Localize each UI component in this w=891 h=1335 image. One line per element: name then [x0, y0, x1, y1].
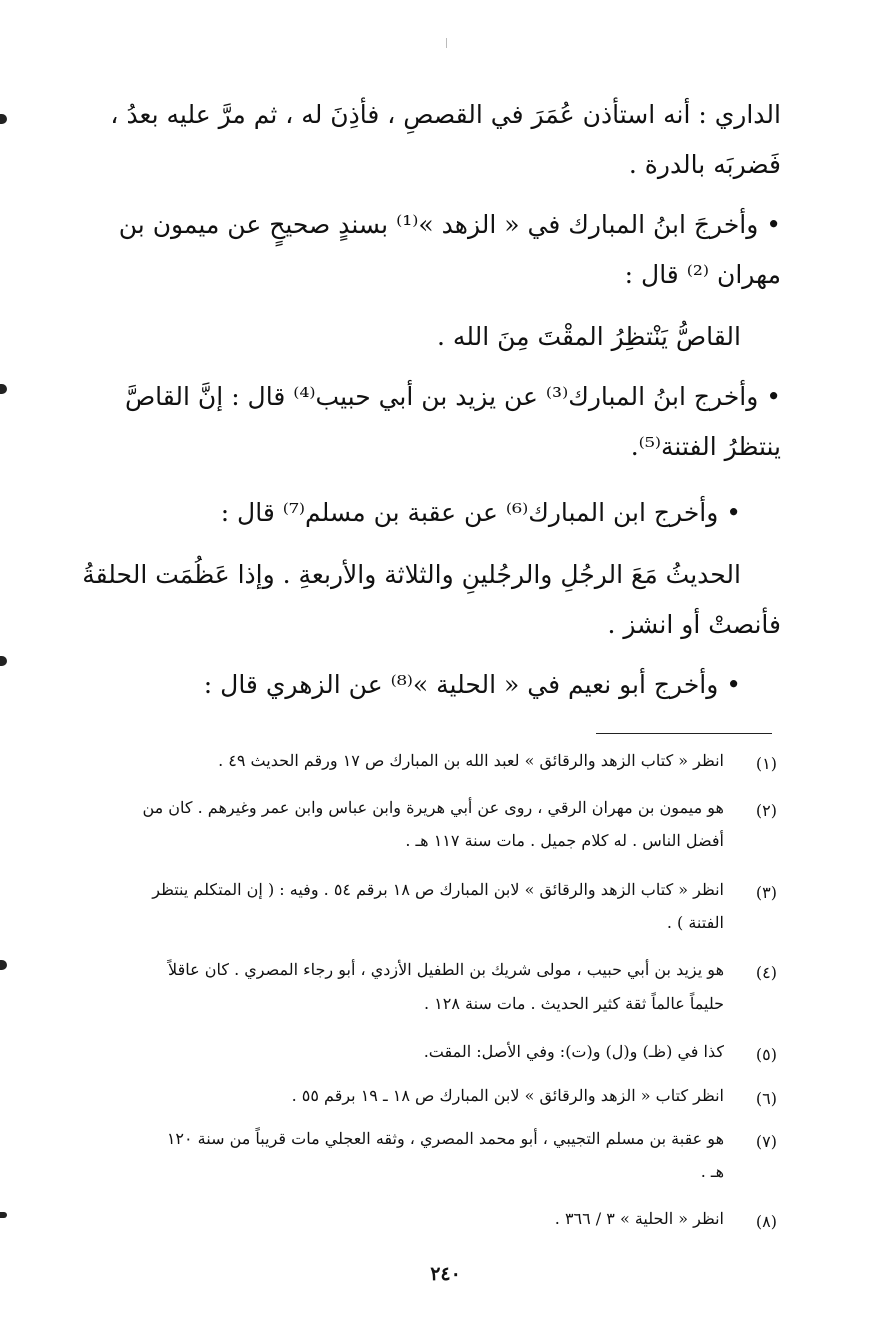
footnote-number: (٥): [755, 1045, 777, 1064]
footnote-line: انظر « كتاب الزهد والرقائق » لعبد الله بن المبارك ص ١٧ ورقم الحديث ٤٩ .: [218, 751, 724, 770]
footnote-number: (١): [755, 754, 777, 773]
body-line: الحديثُ مَعَ الرجُلِ والرجُلينِ والثلاثة والأربعةِ . وإذا عَظُمَت الحلقةُ: [82, 560, 741, 589]
scan-edge-mark: [0, 114, 7, 124]
footnote-line: انظر « الحلية » ٣ / ٣٦٦ .: [554, 1209, 724, 1228]
footnote-number: (٢): [755, 801, 777, 820]
body-line: ينتظرُ الفتنة⁽⁵⁾.: [630, 432, 781, 461]
body-line: • وأخرج ابنُ المبارك⁽³⁾ عن يزيد بن أبي حبيب⁽⁴⁾ قال : إنَّ القاصَّ: [124, 382, 781, 411]
body-line: الداري : أنه استأذن عُمَرَ في القصصِ ، فأذِنَ له ، ثم مرَّ عليه بعدُ ،: [110, 100, 781, 129]
body-line: • وأخرج ابن المبارك⁽⁶⁾ عن عقبة بن مسلم⁽⁷⁾ قال :: [220, 498, 741, 527]
body-line: فَضربَه بالدرة .: [628, 150, 781, 179]
footnote-separator: [596, 733, 772, 734]
footnote-number: (٧): [755, 1132, 777, 1151]
footnote-line: حليماً عالماً ثقة كثير الحديث . مات سنة ١٢٨ .: [423, 994, 724, 1013]
body-line: • وأخرج أبو نعيم في « الحلية »⁽⁸⁾ عن الزهري قال :: [203, 670, 741, 699]
scan-edge-mark: [0, 960, 7, 970]
footnote-line: كذا في (ظـ) و(ل) و(ت): وفي الأصل: المقت.: [423, 1042, 724, 1061]
footnote-line: أفضل الناس . له كلام جميل . مات سنة ١١٧ هـ .: [405, 831, 724, 850]
scan-edge-mark: [0, 384, 7, 394]
footnote-line: هو يزيد بن أبي حبيب ، مولى شريك بن الطفيل الأزدي ، أبو رجاء المصري . كان عاقلاً: [168, 960, 724, 979]
footnote-line: هو عقبة بن مسلم التجيبي ، أبو محمد المصري ، وثقه العجلي مات قريباً من سنة ١٢٠: [166, 1129, 724, 1148]
top-margin-mark: [446, 38, 447, 48]
footnote-number: (٣): [755, 883, 777, 902]
body-line: • وأخرجَ ابنُ المبارك في « الزهد »⁽¹⁾ بسندٍ صحيحٍ عن ميمون بن: [118, 210, 781, 239]
footnote-line: هـ .: [700, 1162, 724, 1181]
scan-edge-mark: [0, 1212, 7, 1218]
footnote-number: (٦): [755, 1089, 777, 1108]
page-number: ٢٤٠: [430, 1263, 461, 1285]
footnote-number: (٤): [755, 963, 777, 982]
footnote-number: (٨): [755, 1212, 777, 1231]
footnote-line: انظر « كتاب الزهد والرقائق » لابن المبارك ص ١٨ برقم ٥٤ . وفيه : ( إن المتكلم ينتظر: [152, 880, 724, 899]
body-line: مهران ⁽²⁾ قال :: [624, 260, 781, 289]
scan-edge-mark: [0, 656, 7, 666]
footnote-line: انظر كتاب « الزهد والرقائق » لابن المبارك ص ١٨ ـ ١٩ برقم ٥٥ .: [291, 1086, 724, 1105]
body-line: القاصُّ يَنْتظِرُ المقْتَ مِنَ الله .: [437, 322, 741, 351]
footnote-line: الفتنة ) .: [666, 913, 724, 932]
footnote-line: هو ميمون بن مهران الرقي ، روى عن أبي هريرة وابن عباس وابن عمر وغيرهم . كان من: [142, 798, 724, 817]
body-line: فأنصتْ أو انشز .: [607, 610, 781, 639]
